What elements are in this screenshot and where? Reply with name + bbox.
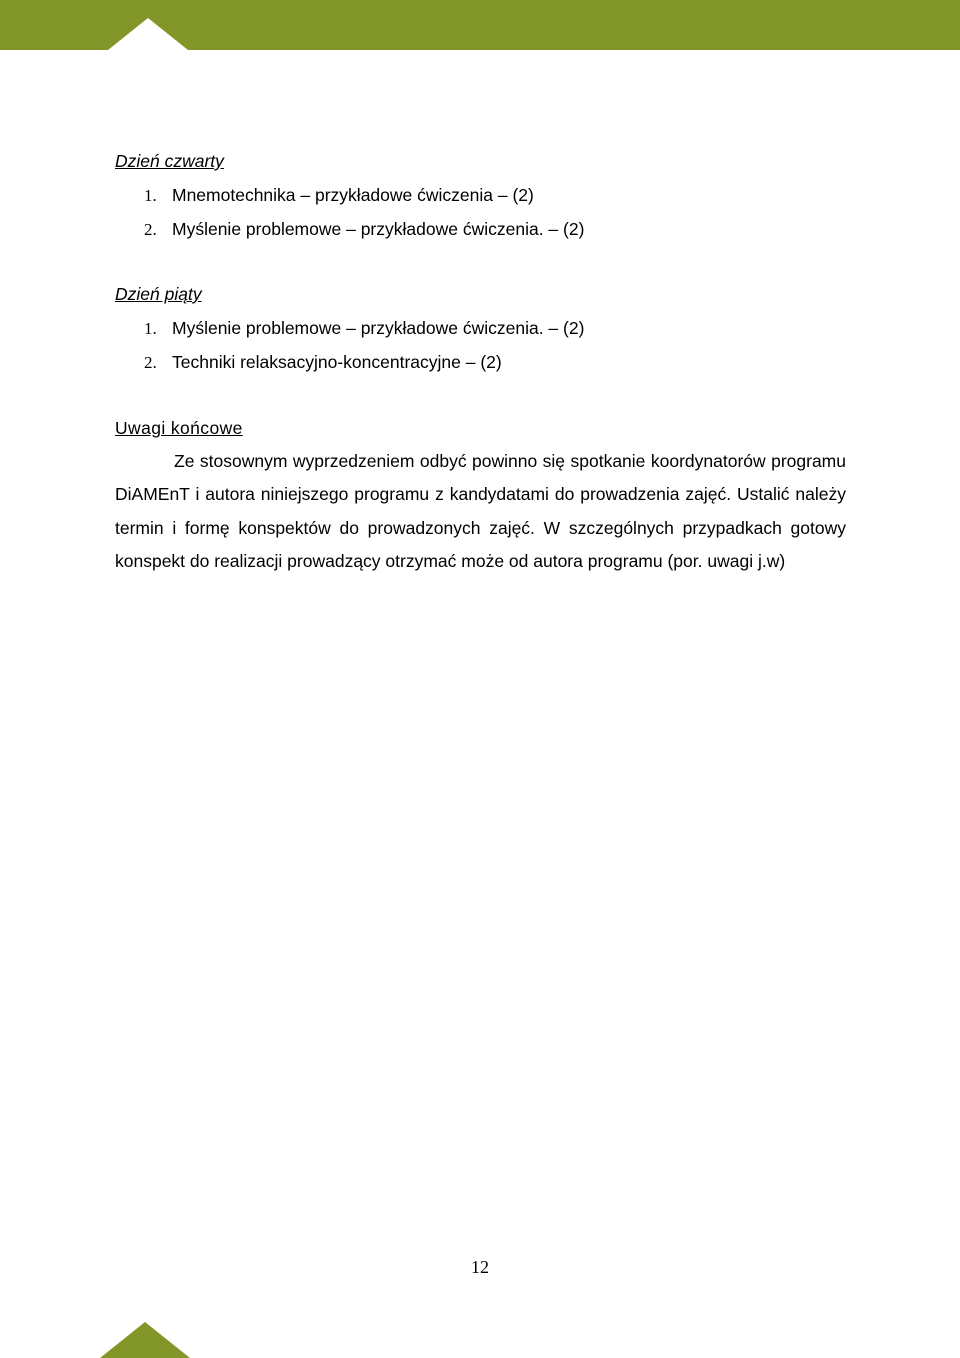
list-item [115, 179, 846, 213]
list-number: 1. [144, 319, 157, 338]
day-list [115, 312, 846, 379]
page-content [115, 146, 846, 579]
day-section-5 [115, 279, 846, 379]
list-number: 2. [144, 352, 157, 372]
day-section-4 [115, 146, 846, 246]
spacer [115, 246, 846, 279]
day-heading: Dzień czwarty [115, 151, 224, 171]
remarks-heading: Uwagi końcowe [115, 418, 243, 438]
list-item-text: Techniki relaksacyjno-koncentracyjne – (2) [172, 351, 502, 372]
list-number: 2. [144, 219, 157, 239]
page-number: 12 [471, 1257, 489, 1277]
remarks-section [115, 412, 846, 579]
footer-tab [0, 1318, 200, 1358]
list-item-text: Mnemotechnika – przykładowe ćwiczenia – (2) [172, 185, 534, 205]
list-item [115, 213, 846, 247]
list-item-text: Myślenie problemowe – przykładowe ćwiczenia. – (2) [172, 218, 585, 239]
list-item [115, 346, 846, 380]
spacer [115, 379, 846, 412]
list-item-text: Myślenie problemowe – przykładowe ćwiczenia. – (2) [172, 318, 585, 338]
list-number: 1. [144, 186, 157, 205]
list-item [115, 312, 846, 346]
day-heading: Dzień piąty [115, 284, 202, 304]
remarks-paragraph: Ze stosownym wyprzedzeniem odbyć powinno się spotkanie koordynatorów programu DiAMEnT i autora niniejszego programu z kandydatami do prowadzenia zajęć. Ustalić należy termin i formę konspektów do prowadzonych zajęć. W szczególnych przypadkach gotowy konspekt do realizacji prowadzący otrzymać może od autora programu (por. uwagi j.w) [115, 451, 846, 572]
day-list [115, 179, 846, 246]
header-notch [0, 0, 960, 50]
